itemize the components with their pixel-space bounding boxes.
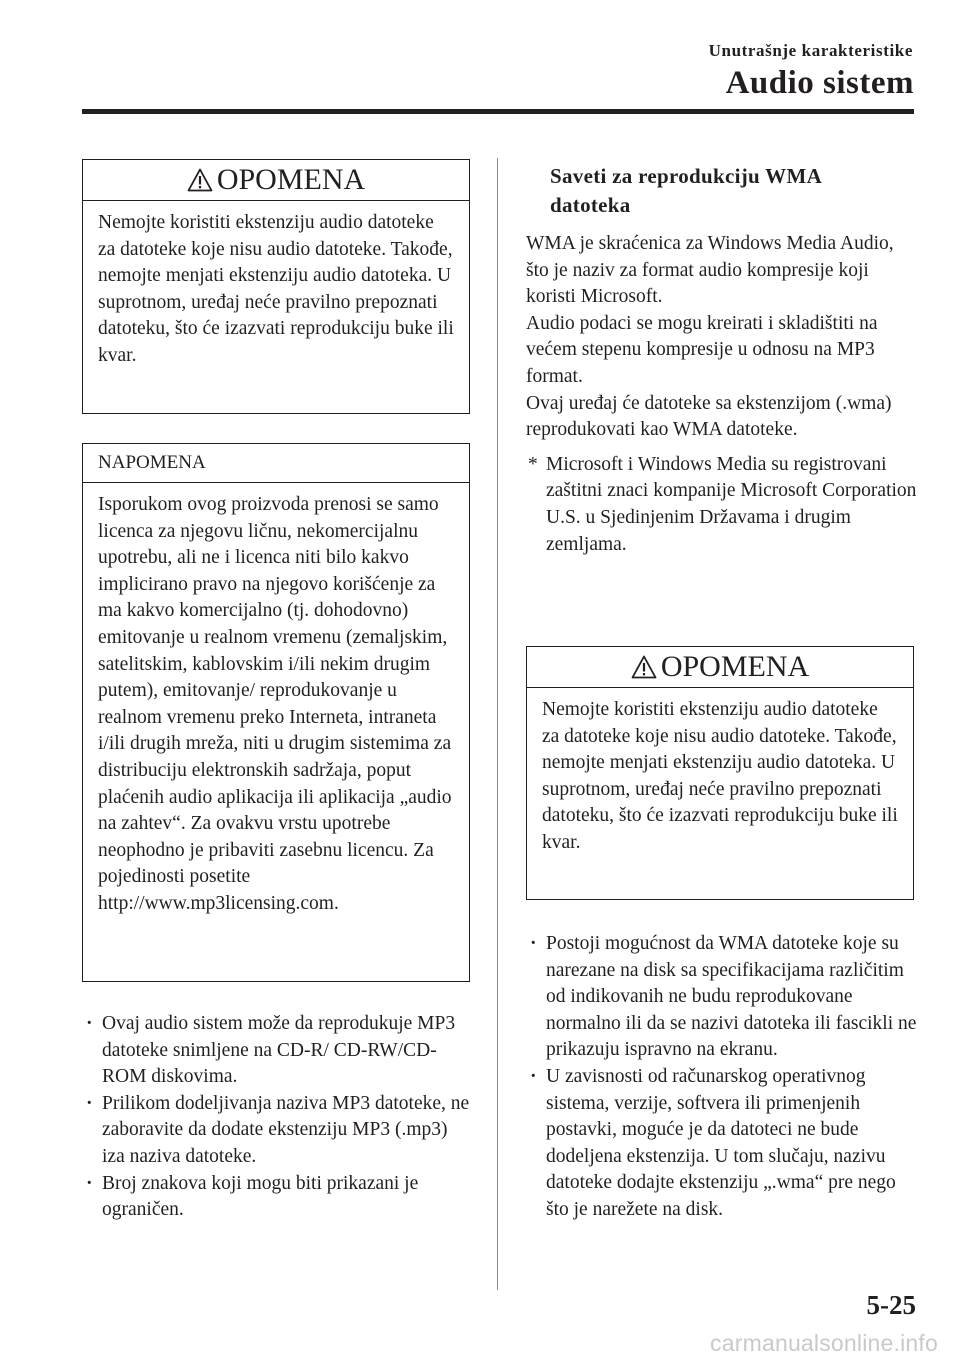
left-bullet-section [82,1011,472,1224]
warning-text: Nemojte koristiti ekstenziju audio datoteke za datoteke koje nisu audio datoteke. Takođe, nemojte menjati ekstenziju audio datoteka. U suprotnom, uređaj neće pravilno prepoznati datoteku, što će izazvati reprodukciju buke ili kvar. [98,212,454,366]
warning-box-header [83,160,469,201]
list-item: · Prilikom dodeljivanja naziva MP3 datoteke, ne zaboravite da dodate ekstenziju MP3 (.mp3) iza naziva datoteke. [82,1091,472,1171]
left-bullet-list [82,1011,472,1224]
warning-text: Nemojte koristiti ekstenziju audio datoteke za datoteke koje nisu audio datoteke. Takođe, nemojte menjati ekstenziju audio datoteka. U suprotnom, uređaj neće pravilno prepoznati datoteku, što će izazvati reprodukciju buke ili kvar. [542,699,898,853]
list-item: · Broj znakova koji mogu biti prikazani je ograničen. [82,1171,472,1224]
page-title: Audio sistem [725,65,914,101]
paragraph: Audio podaci se mogu kreirati i skladištiti na većem stepenu kompresije u odnosu na MP3 format. [526,312,878,387]
section-heading: Saveti za reprodukciju WMA datoteka [550,164,821,217]
paragraph: WMA je skraćenica za Windows Media Audio, što je naziv za format audio kompresije koji koristi Microsoft. [526,233,894,308]
warning-heading: OPOMENA [216,163,366,196]
section-label: Unutrašnje karakteristike [708,41,913,60]
paragraph: Ovaj uređaj će datoteke sa ekstenzijom (.wma) reprodukovati kao WMA datoteke. [526,392,892,441]
right-bullet-section [526,931,921,1224]
footnote-text: Microsoft i Windows Media su registrovani zaštitni znaci kompanije Microsoft Corporation U.S. u Sjedinjenim Državama i drugim zemljama. [546,453,917,555]
footnote-mark: * [528,453,538,475]
list-item: · Ovaj audio sistem može da reprodukuje MP3 datoteke snimljene na CD-R/ CD-RW/CD-ROM diskovima. [82,1011,472,1091]
note-box [82,443,470,982]
note-heading: NAPOMENA [98,452,206,473]
right-text-section [526,231,921,558]
warning-box-right [526,646,914,900]
note-box-header [83,444,469,483]
warning-heading: OPOMENA [660,650,810,683]
list-item: · Postoji mogućnost da WMA datoteke koje su narezane na disk sa specifikacijama različitim od indikovanih ne budu reprodukovane normalno ili da se nazivi datoteka ili fascikli ne prikazuju ispravno na ekranu. [526,931,921,1064]
list-item: · U zavisnosti od računarskog operativnog sistema, verzije, softvera ili primenjenih postavki, moguće je da datoteci ne bude dodeljena ekstenzija. U tom slučaju, nazivu datoteke dodajte ekstenziju „.wma“ pre nego što je narežete na disk. [526,1064,921,1224]
warning-box-left [82,159,470,414]
header-rule [82,109,914,114]
note-text: Isporukom ovog proizvoda prenosi se samo licenca za njegovu ličnu, nekomercijalnu upotrebu, ali ne i licenca niti bilo kakvo implicirano pravo na njegovo korišćenje za ma kakvo komercijalno (tj. dohodovno) emitovanje u realnom vremenu (zemaljskim, satelitskim, kablovskim i/ili nekim drugim putem), emitovanje/ reprodukovanje u realnom vremenu preko Interneta, intraneta i/ili drugih mreža, niti u drugim sistemima za distribuciju elektronskih sadržaja, poput plaćenih audio aplikacija ili aplikacija „audio na zahtev“. Za ovakvu vrstu upotrebe neophodno je pribaviti zasebnu licencu. Za pojedinosti posetite http://www.mp3licensing.com. [98,494,452,914]
warning-triangle-icon [631,655,657,679]
page-number: 5-25 [866,1290,916,1320]
right-bullet-list [526,931,921,1224]
footnote [526,452,921,558]
warning-box-header [527,647,913,688]
column-divider [497,158,498,1290]
warning-triangle-icon [187,168,213,192]
watermark: carmanualsonline.info [710,1330,938,1356]
